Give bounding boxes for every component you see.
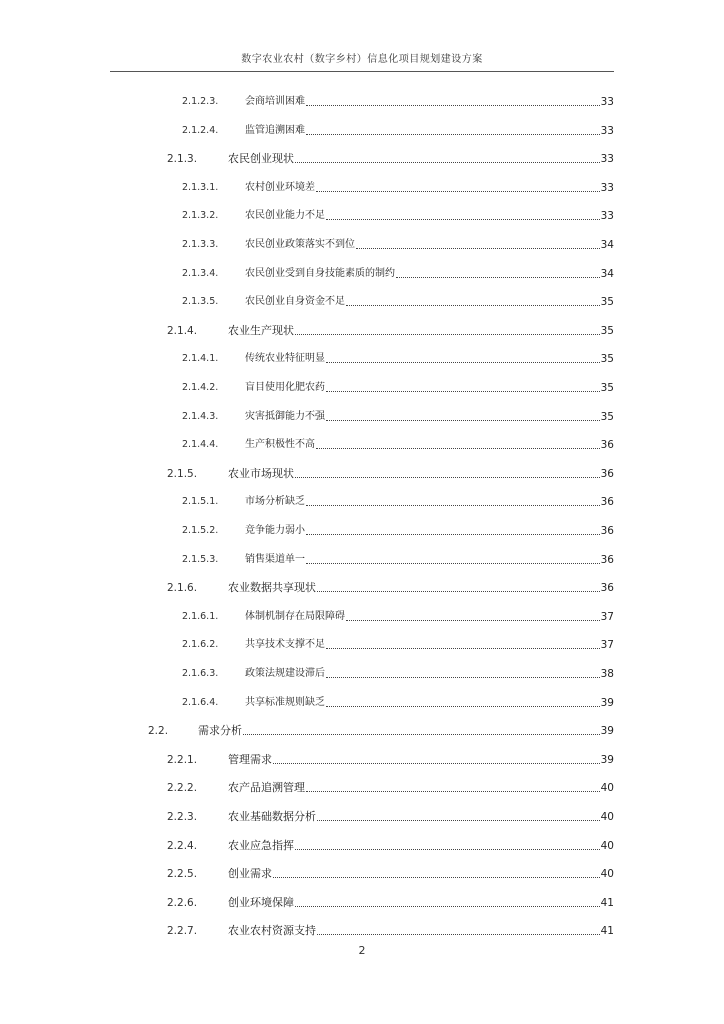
toc-entry-number: 2.2.2. bbox=[167, 782, 198, 795]
toc-entry-title: 创业需求 bbox=[228, 867, 272, 881]
toc-entry[interactable] bbox=[182, 181, 614, 195]
toc-entry-page: 41 bbox=[600, 925, 614, 938]
toc-entry[interactable] bbox=[182, 438, 614, 452]
toc-dot-leader bbox=[306, 534, 600, 535]
toc-entry-page: 36 bbox=[600, 525, 614, 537]
toc-dot-leader bbox=[396, 277, 600, 278]
toc-entry-page: 35 bbox=[600, 296, 614, 309]
toc-entry-title: 盲目使用化肥农药 bbox=[245, 382, 325, 393]
toc-entry-number: 2.1.6.3. bbox=[182, 668, 219, 679]
toc-entry[interactable] bbox=[182, 295, 614, 309]
toc-dot-leader bbox=[346, 620, 600, 621]
toc-entry-title: 共享标准规则缺乏 bbox=[245, 696, 325, 708]
toc-entry-number: 2.1.5.1. bbox=[182, 496, 219, 508]
toc-entry-page: 35 bbox=[600, 382, 614, 394]
toc-dot-leader bbox=[326, 648, 600, 649]
toc-entry[interactable] bbox=[182, 495, 614, 509]
toc-entry-number: 2.1.6.2. bbox=[182, 639, 219, 651]
toc-entry-number: 2.1.5.2. bbox=[182, 525, 219, 536]
toc-dot-leader bbox=[295, 477, 600, 478]
toc-dot-leader bbox=[243, 734, 600, 735]
toc-entry-page: 33 bbox=[600, 124, 614, 137]
toc-dot-leader bbox=[326, 677, 600, 678]
toc-entry-page: 35 bbox=[600, 353, 614, 366]
toc-dot-leader bbox=[273, 763, 600, 764]
toc-dot-leader bbox=[326, 391, 600, 392]
toc-entry-title: 农民创业政策落实不到位 bbox=[245, 239, 355, 250]
toc-entry-title: 农民创业现状 bbox=[228, 152, 294, 166]
toc-entry-number: 2.1.5.3. bbox=[182, 553, 219, 565]
toc-entry-title: 市场分析缺乏 bbox=[245, 496, 305, 508]
toc-dot-leader bbox=[295, 849, 600, 850]
toc-entry-number: 2.2.6. bbox=[167, 896, 198, 909]
toc-entry[interactable] bbox=[182, 410, 614, 424]
toc-entry-page: 34 bbox=[600, 267, 614, 280]
toc-entry-page: 39 bbox=[600, 696, 614, 709]
toc-dot-leader bbox=[317, 820, 600, 821]
toc-entry-number: 2.1.3.5. bbox=[182, 296, 219, 308]
toc-entry-title: 灾害抵御能力不强 bbox=[245, 410, 325, 422]
toc-dot-leader bbox=[326, 706, 600, 707]
toc-entry-page: 40 bbox=[600, 839, 614, 852]
toc-entry-number: 2.2.1. bbox=[167, 753, 198, 766]
toc-entry-page: 41 bbox=[600, 896, 614, 909]
toc-entry-page: 39 bbox=[600, 725, 614, 738]
toc-entry[interactable] bbox=[182, 352, 614, 366]
toc-entry-number: 2.2.3. bbox=[167, 811, 198, 823]
toc-entry-number: 2.1.3.4. bbox=[182, 267, 219, 279]
toc-entry-number: 2.1.3. bbox=[167, 153, 198, 166]
toc-entry[interactable] bbox=[167, 324, 614, 338]
toc-entry-title: 传统农业特征明显 bbox=[245, 353, 325, 365]
toc-entry-title: 农产品追溯管理 bbox=[228, 781, 305, 795]
toc-entry-title: 共享技术支撑不足 bbox=[245, 639, 325, 651]
toc-entry-number: 2.1.5. bbox=[167, 467, 198, 480]
toc-entry-title: 会商培训困难 bbox=[245, 96, 305, 107]
toc-entry-page: 33 bbox=[600, 153, 614, 166]
running-header: 数字农业农村（数字乡村）信息化项目规划建设方案 bbox=[241, 54, 483, 65]
header-divider bbox=[110, 71, 614, 72]
toc-dot-leader bbox=[306, 505, 600, 506]
toc-dot-leader bbox=[306, 791, 600, 792]
toc-entry[interactable] bbox=[148, 724, 614, 738]
toc-entry-number: 2.1.6.1. bbox=[182, 610, 219, 622]
toc-entry-title: 政策法规建设滞后 bbox=[245, 668, 325, 679]
toc-entry-number: 2.1.2.4. bbox=[182, 124, 219, 136]
toc-entry[interactable] bbox=[167, 781, 614, 795]
toc-entry-number: 2.2.5. bbox=[167, 868, 198, 881]
toc-entry-page: 33 bbox=[600, 96, 614, 108]
toc-entry[interactable] bbox=[167, 810, 614, 824]
toc-dot-leader bbox=[317, 591, 600, 592]
toc-entry[interactable] bbox=[182, 667, 614, 681]
toc-entry-page: 35 bbox=[600, 324, 614, 337]
toc-entry-page: 36 bbox=[600, 439, 614, 452]
toc-entry-title: 销售渠道单一 bbox=[245, 553, 305, 565]
toc-entry-number: 2.1.3.2. bbox=[182, 210, 219, 222]
toc-entry[interactable] bbox=[182, 696, 614, 710]
toc-entry-title: 竞争能力弱小 bbox=[245, 525, 305, 536]
toc-entry-page: 39 bbox=[600, 753, 614, 766]
toc-dot-leader bbox=[295, 334, 600, 335]
toc-entry[interactable] bbox=[182, 209, 614, 223]
toc-dot-leader bbox=[326, 362, 600, 363]
toc-entry-number: 2.1.3.3. bbox=[182, 239, 219, 250]
toc-entry[interactable] bbox=[167, 753, 614, 767]
toc-entry[interactable] bbox=[167, 867, 614, 881]
toc-entry-number: 2.1.6. bbox=[167, 582, 198, 595]
toc-dot-leader bbox=[356, 248, 600, 249]
toc-dot-leader bbox=[306, 105, 600, 106]
page-number: 2 bbox=[358, 944, 366, 957]
toc-dot-leader bbox=[316, 448, 600, 449]
toc-entry[interactable] bbox=[182, 610, 614, 624]
toc-entry-number: 2.1.3.1. bbox=[182, 181, 219, 193]
toc-entry[interactable] bbox=[167, 152, 614, 166]
toc-entry-page: 38 bbox=[600, 668, 614, 680]
toc-entry-page: 33 bbox=[600, 181, 614, 194]
toc-dot-leader bbox=[346, 305, 600, 306]
toc-entry[interactable] bbox=[182, 381, 614, 395]
toc-dot-leader bbox=[317, 934, 600, 935]
toc-entry-title: 创业环境保障 bbox=[228, 895, 294, 909]
toc-entry-title: 农业市场现状 bbox=[228, 466, 294, 480]
toc-entry-number: 2.1.2.3. bbox=[182, 96, 219, 107]
toc-entry-page: 40 bbox=[600, 782, 614, 795]
toc-entry[interactable] bbox=[167, 924, 614, 938]
toc-entry-number: 2.2. bbox=[148, 725, 169, 738]
toc-entry[interactable] bbox=[182, 267, 614, 281]
toc-entry-page: 36 bbox=[600, 467, 614, 480]
toc-entry-page: 34 bbox=[600, 239, 614, 251]
toc-entry-number: 2.1.4.2. bbox=[182, 382, 219, 393]
toc-entry-number: 2.1.4.3. bbox=[182, 410, 219, 422]
toc-entry[interactable] bbox=[182, 95, 614, 109]
toc-entry-title: 农业基础数据分析 bbox=[228, 810, 316, 823]
toc-entry[interactable] bbox=[182, 124, 614, 138]
toc-entry-number: 2.1.6.4. bbox=[182, 696, 219, 708]
toc-dot-leader bbox=[306, 134, 600, 135]
toc-dot-leader bbox=[295, 162, 600, 163]
toc-entry-title: 监管追溯困难 bbox=[245, 124, 305, 136]
toc-entry[interactable] bbox=[182, 553, 614, 567]
toc-dot-leader bbox=[306, 563, 600, 564]
toc-entry-number: 2.2.4. bbox=[167, 839, 198, 852]
toc-entry-title: 农业生产现状 bbox=[228, 323, 294, 337]
toc-entry[interactable] bbox=[167, 581, 614, 595]
toc-entry-title: 农业数据共享现状 bbox=[228, 581, 316, 595]
toc-entry-page: 36 bbox=[600, 582, 614, 595]
toc-entry-title: 农业农村资源支持 bbox=[228, 924, 316, 938]
toc-entry-number: 2.1.4.4. bbox=[182, 439, 219, 451]
toc-entry[interactable] bbox=[167, 896, 614, 910]
toc-entry-title: 农民创业自身资金不足 bbox=[245, 296, 345, 308]
toc-entry[interactable] bbox=[182, 638, 614, 652]
toc-entry-title: 管理需求 bbox=[228, 752, 272, 766]
toc-dot-leader bbox=[326, 219, 600, 220]
toc-entry-number: 2.2.7. bbox=[167, 925, 198, 938]
toc-dot-leader bbox=[295, 906, 600, 907]
toc-entry-title: 需求分析 bbox=[198, 724, 242, 738]
toc-entry[interactable] bbox=[167, 467, 614, 481]
toc-entry-page: 36 bbox=[600, 496, 614, 509]
toc-dot-leader bbox=[273, 877, 600, 878]
toc-entry-title: 农村创业环境差 bbox=[245, 181, 315, 193]
toc-entry[interactable] bbox=[182, 524, 614, 538]
toc-entry-number: 2.1.4.1. bbox=[182, 353, 219, 365]
toc-entry[interactable] bbox=[182, 238, 614, 252]
toc-entry-title: 农业应急指挥 bbox=[228, 838, 294, 852]
toc-dot-leader bbox=[316, 191, 600, 192]
toc-entry-title: 体制机制存在局限障碍 bbox=[245, 610, 345, 622]
toc-entry-page: 36 bbox=[600, 553, 614, 566]
toc-entry-page: 33 bbox=[600, 210, 614, 223]
toc-entry-page: 37 bbox=[600, 639, 614, 652]
toc-dot-leader bbox=[326, 420, 600, 421]
toc-entry-title: 农民创业能力不足 bbox=[245, 210, 325, 222]
toc-entry-page: 37 bbox=[600, 610, 614, 623]
toc-entry-title: 生产积极性不高 bbox=[245, 439, 315, 451]
toc-entry-number: 2.1.4. bbox=[167, 324, 198, 337]
toc-entry-page: 35 bbox=[600, 410, 614, 423]
toc-entry-page: 40 bbox=[600, 868, 614, 881]
toc-entry[interactable] bbox=[167, 839, 614, 853]
toc-entry-title: 农民创业受到自身技能素质的制约 bbox=[245, 267, 395, 279]
toc-entry-page: 40 bbox=[600, 811, 614, 823]
